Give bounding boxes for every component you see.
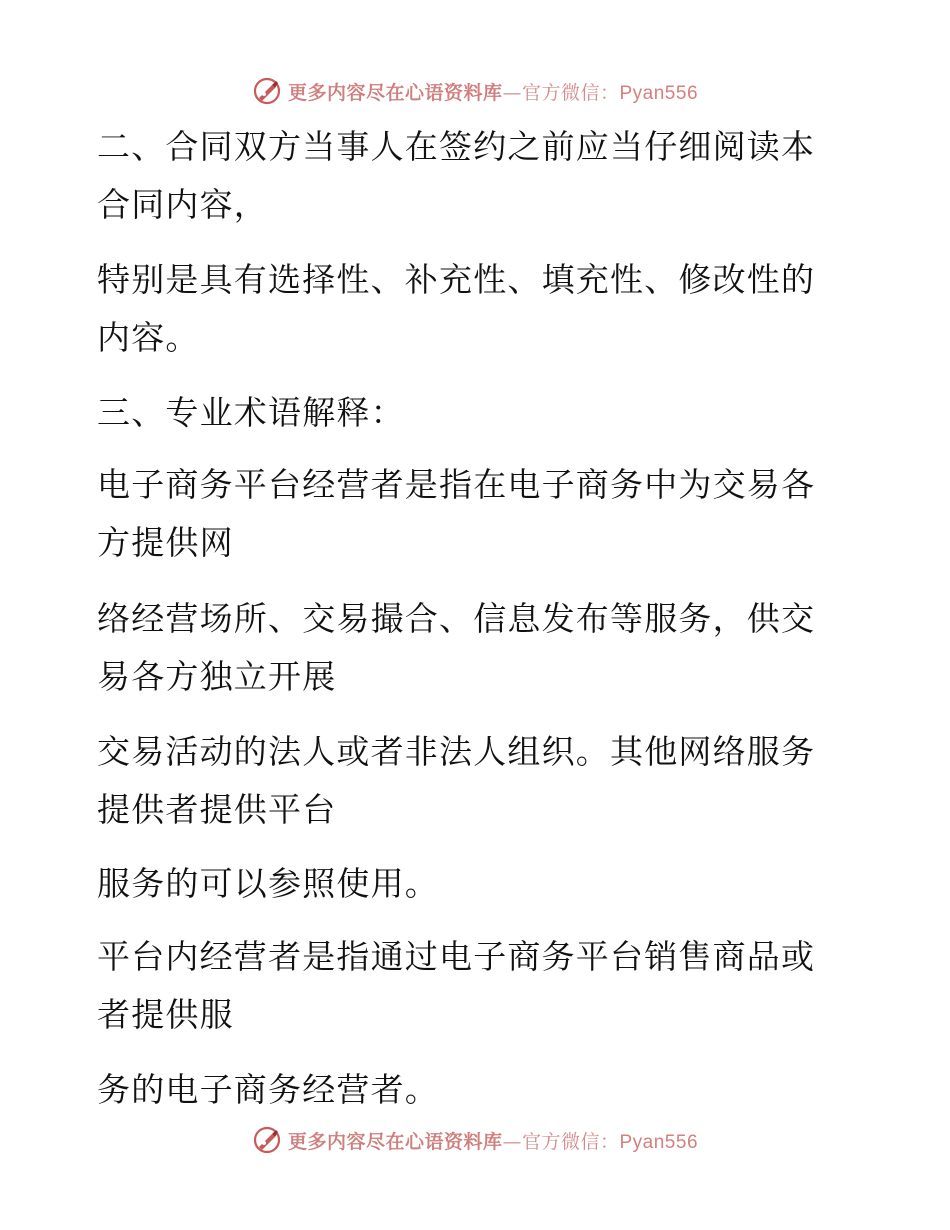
quill-logo-icon <box>252 1125 282 1155</box>
body-line: 电子商务平台经营者是指在电子商务中为交易各 <box>97 465 816 504</box>
body-line: 络经营场所、交易撮合、信息发布等服务，供交 <box>97 599 816 638</box>
watermark-main-text: 更多内容尽在心语资料库 <box>287 81 503 104</box>
body-line: 易各方独立开展 <box>97 657 337 696</box>
watermark-wechat-label: 官方微信： <box>521 1130 620 1153</box>
body-line: 内容。 <box>97 318 200 357</box>
watermark-text <box>288 78 698 105</box>
watermark-wechat-label: 官方微信： <box>521 81 620 104</box>
body-line: 交易活动的法人或者非法人组织。其他网络服务 <box>97 732 816 771</box>
watermark-dash: — <box>502 81 522 104</box>
body-line: 务的电子商务经营者。 <box>97 1070 439 1109</box>
body-line: 特别是具有选择性、补充性、填充性、修改性的 <box>97 260 816 299</box>
watermark-text <box>288 1127 698 1154</box>
body-line: 合同内容， <box>97 185 268 224</box>
body-line: 服务的可以参照使用。 <box>97 864 439 903</box>
watermark-wechat-id: Pyan556 <box>619 1131 699 1153</box>
watermark-main-text: 更多内容尽在心语资料库 <box>287 1130 503 1153</box>
body-line: 二、合同双方当事人在签约之前应当仔细阅读本 <box>97 127 816 166</box>
header-watermark-banner <box>0 71 950 111</box>
watermark-dash: — <box>502 1130 522 1153</box>
body-line: 方提供网 <box>97 523 234 562</box>
quill-logo-icon <box>252 76 282 106</box>
body-line: 提供者提供平台 <box>97 790 337 829</box>
watermark-wechat-id: Pyan556 <box>619 82 699 104</box>
body-line: 平台内经营者是指通过电子商务平台销售商品或 <box>97 937 816 976</box>
body-line: 者提供服 <box>97 995 234 1034</box>
footer-watermark-banner <box>0 1120 950 1160</box>
body-line: 三、专业术语解释： <box>97 393 405 432</box>
